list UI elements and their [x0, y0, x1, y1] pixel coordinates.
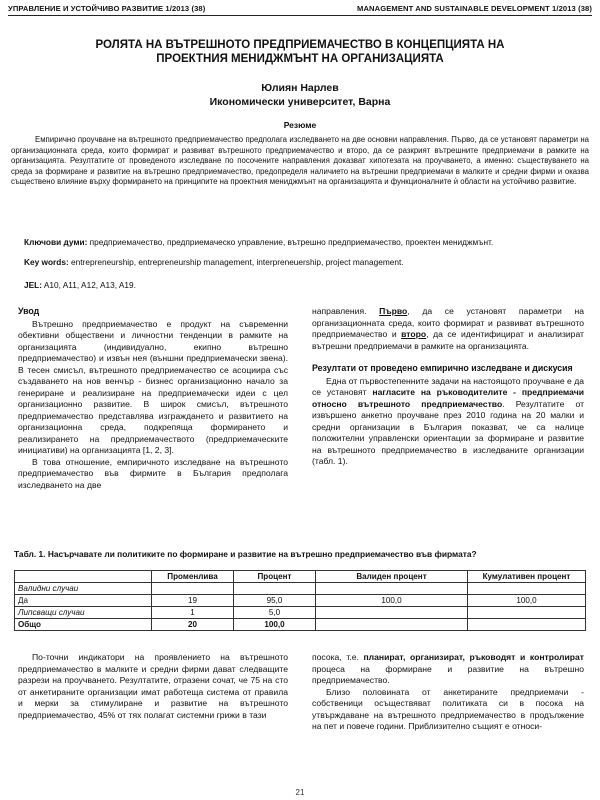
abstract-heading: Резюме [283, 120, 317, 130]
table-header-cell: Кумулативен процент [468, 571, 586, 583]
table-row [15, 595, 586, 607]
table-cell [316, 619, 468, 631]
keywords-bg-label: Ключови думи: [24, 237, 88, 247]
policy-text-b: процеса на формиране и развитие на вътрешно предприемачество. [312, 663, 584, 685]
table-cell: 20 [152, 619, 234, 631]
table-cell [468, 619, 586, 631]
results-column [312, 306, 584, 468]
table-caption: Табл. 1. Насърчавате ли политиките по формиране и развитие на вътрешно предприемачество във фирмата? [14, 549, 477, 559]
directions-paragraph [312, 306, 584, 352]
page-number: 21 [295, 788, 305, 797]
directions-text-a: направления. [312, 306, 380, 316]
table-cell [316, 607, 468, 619]
article-title [20, 38, 580, 66]
intro-paragraph-2: В това отношение, емпиричното изследване на вътрешното предприемачество във фирмите в България предполага изследването на две [18, 456, 288, 490]
table-cell: 1 [152, 607, 234, 619]
author-name: Юлиян Нарлев [261, 82, 339, 94]
table-cell: Липсващи случаи [15, 607, 152, 619]
first-underlined: Първо [379, 306, 408, 316]
keywords-bg [24, 237, 580, 248]
policy-paragraph-2: Близо половината от анкетираните предприемачи - собственици осъществяват политиката си в посока на утвърждаване на вътрешното предприемачество в продължение на пет и повече години. Приблизително същият е относи- [312, 686, 584, 731]
table-header-row [15, 571, 586, 583]
table-row [15, 607, 586, 619]
jel-label: JEL: [24, 280, 42, 290]
policy-text-bold: планират, организират, ръководят и контролират [363, 652, 584, 662]
jel-codes [24, 280, 580, 291]
running-head-right: MANAGEMENT AND SUSTAINABLE DEVELOPMENT 1/2013 (38) [357, 4, 592, 13]
directions-text-c: , да се идентифицират и анализират вътрешни предприемачи в рамките на организацията. [312, 329, 584, 351]
policy-column [312, 652, 584, 733]
indicators-paragraph: По-точни индикатори на проявлението на вътрешното предприемачество в малките и средни фирми дават следващите разрези на проучването. Резултатите, отразени сочат, че 75 на сто от анкетираните организации имат работеща система от правила и мерки за стимулиране и развитие на вътрешното предприемачество, 45% от тях полагат системни грижи в тази [18, 652, 288, 720]
table-cell [468, 583, 586, 595]
title-line-1: РОЛЯТА НА ВЪТРЕШНОТО ПРЕДПРИЕМАЧЕСТВО В КОНЦЕПЦИЯТА НА [95, 39, 505, 51]
table-cell [468, 607, 586, 619]
table-cell [316, 583, 468, 595]
table-header-cell: Променлива [152, 571, 234, 583]
title-line-2: ПРОЕКТНИЯ МЕНИДЖМЪНТ НА ОРГАНИЗАЦИЯТА [156, 53, 444, 65]
survey-table [14, 570, 586, 631]
table-cell: 95,0 [234, 595, 316, 607]
keywords-en-text: entrepreneurship, entrepreneurship management, interpreneuership, project management. [68, 257, 404, 267]
running-head [8, 4, 592, 13]
table-header-cell [15, 571, 152, 583]
indicators-column [18, 652, 288, 721]
keywords-en-label: Key words: [24, 257, 69, 267]
table-cell: Да [15, 595, 152, 607]
results-text-b: . Резултатите от извършено анкетно проучване през 2010 година на 20 малки и средни организации в България показват, че са налице положителни управленски ориентации за формиране и развитие на вътрешното предприемачество в изследваните организации (табл. 1). [312, 398, 585, 466]
intro-heading: Увод [18, 306, 40, 316]
table-cell: Общо [15, 619, 152, 631]
table-cell [234, 583, 316, 595]
abstract-text: Емпирично проучване на вътрешното предприемачество предполага изследването на две основни направления. Първо, да се установят параметри на организационната среда, които формират и развиват вътрешното предприемачество и второ, да се разкрият вътрешните предприемачи в рамките на организацията. Резултатите от проведеното изследване по посочените направления доказват хипотезата на проучването, а именно: съществуването на среда за формиране и развитие на вътрешно предприемачество, предопределя наличието на вътрешни предприемачи в малките и средни фирми и оказва съществено влияние върху формирането на принципите на проектния мениджмънт на организацията и функционалните ѝ области на устойчиво развитие. [11, 135, 589, 187]
table-header-cell: Процент [234, 571, 316, 583]
table-cell: 100,0 [468, 595, 586, 607]
table-row [15, 583, 586, 595]
results-paragraph [312, 376, 584, 468]
table-cell: 19 [152, 595, 234, 607]
keywords-bg-text: предприемачество, предприемаческо управление, вътрешно предприемачество, проектен мениджмънт. [87, 237, 494, 247]
table-cell: Валидни случаи [15, 583, 152, 595]
table-cell: 100,0 [316, 595, 468, 607]
jel-text: A10, A11, A12, A13, A19. [41, 280, 136, 290]
results-heading: Резултати от проведено емпирично изследване и дискусия [312, 363, 573, 373]
second-underlined: второ [401, 329, 427, 339]
table-cell [152, 583, 234, 595]
policy-paragraph-1 [312, 652, 584, 687]
results-text-bold: нагласите на ръководителите - предприемачи относно вътрешното предприемачество [312, 387, 584, 409]
spacer [312, 352, 584, 363]
intro-paragraph-1: Вътрешно предприемачество е продукт на съвременни обективни обществени и личностни тенденции в рамките на организацията (индивидуално, екипно вътрешно предприемачество) и извън нея (външни предприемачески звена). В тесен смисъл, вътрешното предприемачество се асоциира със създаването на нов венчър - бизнес организационно начало за генериране и реализиране на предприемачески идеи с цел организационно развитие. В широк смисъл, вътрешното предприемачество представлява изграждането и развитието на организационна среда, подкрепяща формирането и реализирането на предприемачеството (предприемаческите инициативи) на организацията [1, 2, 3]. [18, 318, 288, 455]
running-head-left: УПРАВЛЕНИЕ И УСТОЙЧИВО РАЗВИТИЕ 1/2013 (38) [8, 4, 206, 13]
keywords-en [24, 257, 580, 268]
table-row-total [15, 619, 586, 631]
author-affiliation: Икономически университет, Варна [209, 96, 391, 108]
intro-column [18, 306, 288, 491]
table-cell: 5,0 [234, 607, 316, 619]
header-rule [8, 15, 592, 16]
policy-text-a: посока, т.е. [312, 652, 364, 662]
table-cell: 100,0 [234, 619, 316, 631]
table-header-cell: Валиден процент [316, 571, 468, 583]
directions-text-b: , да се установят параметри на организационната среда, които формират и развиват вътрешното предприемачество и [312, 306, 584, 339]
results-text-a: Една от първостепенните задачи на настоящото проучване е да се установят [312, 375, 584, 397]
